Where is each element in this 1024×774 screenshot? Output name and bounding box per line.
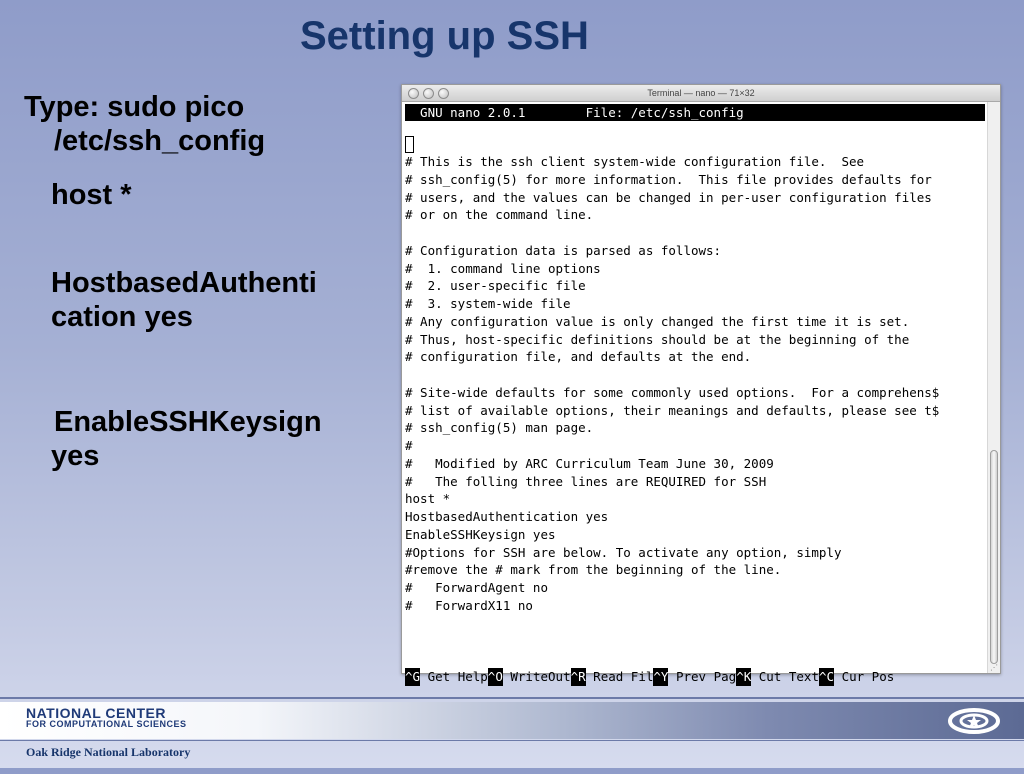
resize-grip-icon[interactable]: ⋰ bbox=[990, 663, 998, 672]
cursor-line bbox=[405, 135, 1000, 149]
terminal-line: HostbasedAuthentication yes bbox=[405, 509, 609, 524]
close-window-button[interactable] bbox=[408, 88, 419, 99]
bullet-enable-keysign bbox=[51, 405, 391, 473]
footer-bottom-divider bbox=[0, 740, 1024, 741]
terminal-line: EnableSSHKeysign yes bbox=[405, 526, 556, 542]
bullet-host bbox=[51, 178, 132, 212]
terminal-window[interactable] bbox=[401, 84, 1001, 684]
footer-divider bbox=[0, 697, 1024, 699]
terminal-line: # ssh_config(5) for more information. This file provides defaults for bbox=[405, 171, 932, 187]
window-controls bbox=[408, 88, 449, 99]
shortcut-key: ^O bbox=[487, 668, 503, 684]
shortcut-key: ^G bbox=[405, 668, 421, 684]
terminal-line: # Any configuration value is only changed the first time it is set. bbox=[405, 313, 910, 329]
terminal-line: # ssh_config(5) man page. bbox=[405, 420, 594, 436]
nano-shortcut bbox=[653, 668, 736, 686]
lab-name: Oak Ridge National Laboratory bbox=[26, 745, 191, 759]
bullet-hostbased-auth bbox=[51, 266, 381, 334]
terminal-line bbox=[405, 366, 1000, 384]
ornl-swoosh-logo-icon bbox=[944, 705, 1000, 737]
shortcut-label: WriteOut bbox=[502, 668, 571, 684]
terminal-line: # ForwardX11 no bbox=[405, 597, 533, 613]
bullet-text: cation yes bbox=[51, 301, 193, 333]
zoom-window-button[interactable] bbox=[438, 88, 449, 99]
logo-text-line2: FOR COMPUTATIONAL SCIENCES bbox=[26, 719, 187, 729]
terminal-line: # 1. command line options bbox=[405, 260, 601, 276]
terminal-content[interactable] bbox=[402, 104, 1000, 774]
bullet-text: EnableSSHKeysign bbox=[54, 406, 322, 438]
shortcut-key: ^C bbox=[818, 668, 835, 684]
terminal-line: # Site-wide defaults for some commonly used options. For a comprehens$ bbox=[405, 384, 940, 400]
terminal-line: # ForwardAgent no bbox=[405, 580, 548, 595]
terminal-line: # Thus, host-specific definitions should be at the beginning of the bbox=[405, 331, 910, 347]
terminal-scrollbar[interactable] bbox=[987, 102, 1000, 673]
shortcut-label: Get Help bbox=[420, 668, 488, 684]
terminal-title: Terminal — nano — 71×32 bbox=[647, 88, 755, 98]
shortcut-label: Prev Pag bbox=[668, 668, 737, 684]
terminal-line: #Options for SSH are below. To activate any option, simply bbox=[405, 544, 842, 560]
terminal-line: # or on the command line. bbox=[405, 207, 594, 223]
minimize-window-button[interactable] bbox=[423, 88, 434, 99]
file-content[interactable] bbox=[405, 153, 1000, 632]
bullet-text: yes bbox=[51, 440, 100, 472]
bullet-type-command bbox=[24, 90, 364, 158]
shortcut-row bbox=[405, 668, 1000, 686]
terminal-titlebar[interactable] bbox=[402, 85, 1000, 102]
terminal-line: # list of available options, their meanings and defaults, please see t$ bbox=[405, 402, 940, 418]
nano-shortcut bbox=[819, 668, 894, 686]
bullet-text: Type: sudo pico bbox=[24, 91, 245, 123]
nano-shortcut bbox=[488, 668, 571, 686]
nano-shortcut bbox=[736, 668, 819, 686]
terminal-line: # 2. user-specific file bbox=[405, 278, 586, 294]
terminal-line: # Modified by ARC Curriculum Team June 30, 2009 bbox=[405, 455, 774, 471]
text-cursor bbox=[405, 136, 414, 153]
terminal-line: host * bbox=[405, 491, 451, 507]
terminal-line: #remove the # mark from the beginning of the line. bbox=[405, 562, 782, 578]
terminal-line bbox=[405, 615, 1000, 633]
nano-shortcut bbox=[571, 668, 654, 686]
scrollbar-thumb[interactable] bbox=[990, 450, 998, 664]
terminal-line bbox=[405, 224, 1000, 242]
nano-header-bar: GNU nano 2.0.1 File: /etc/ssh_config bbox=[405, 104, 985, 121]
terminal-line: # Configuration data is parsed as follows: bbox=[405, 242, 722, 258]
nccs-logo bbox=[26, 705, 187, 730]
terminal-line: # 3. system-wide file bbox=[405, 296, 571, 311]
logo-text-line1: NATIONAL CENTER bbox=[26, 705, 166, 721]
terminal-line: # bbox=[405, 438, 413, 453]
bullet-text: HostbasedAuthenti bbox=[51, 267, 317, 299]
terminal-line: # configuration file, and defaults at the end. bbox=[405, 349, 752, 365]
nano-shortcut bbox=[405, 668, 488, 686]
shortcut-label: Cur Pos bbox=[834, 668, 895, 684]
slide-title: Setting up SSH bbox=[300, 14, 589, 58]
shortcut-key: ^R bbox=[570, 668, 586, 684]
terminal-line: # This is the ssh client system-wide configuration file. See bbox=[405, 154, 865, 169]
shortcut-key: ^K bbox=[736, 668, 752, 684]
shortcut-key: ^Y bbox=[653, 668, 669, 684]
bullet-text: host * bbox=[51, 179, 132, 211]
shortcut-label: Read Fil bbox=[585, 668, 654, 684]
shortcut-label: Cut Text bbox=[751, 668, 819, 684]
bullet-text: /etc/ssh_config bbox=[54, 125, 266, 157]
terminal-line: # users, and the values can be changed in per-user configuration files bbox=[405, 189, 932, 205]
terminal-line: # The folling three lines are REQUIRED for SSH bbox=[405, 473, 767, 489]
